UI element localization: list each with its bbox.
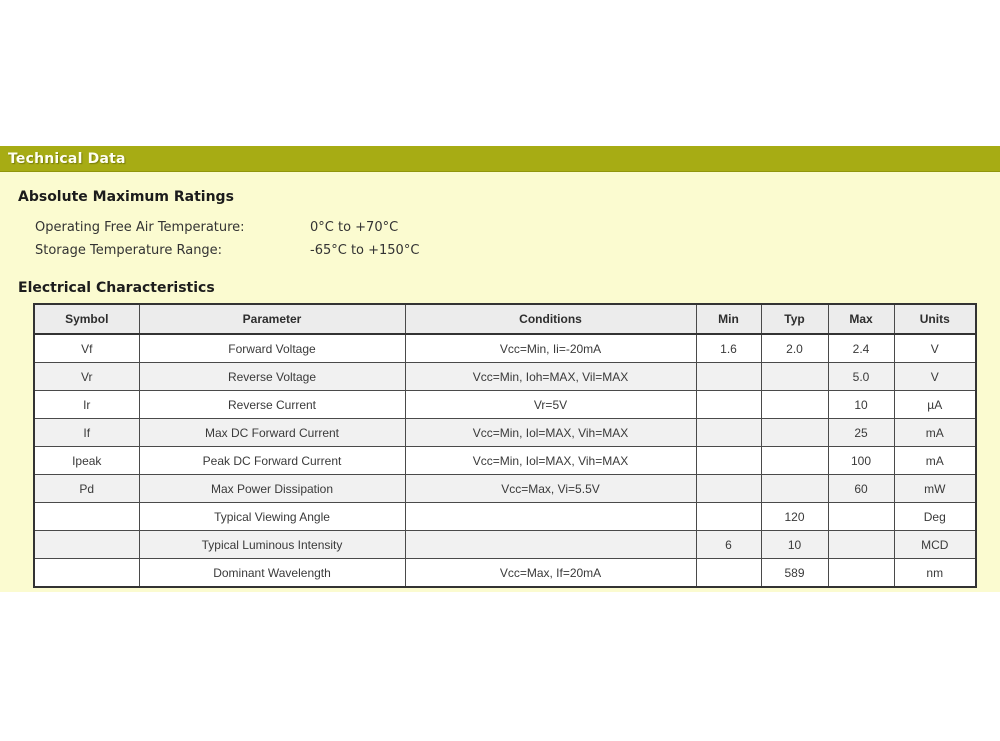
table-head <box>34 304 976 334</box>
cell-min <box>696 419 761 447</box>
table-row <box>34 475 976 503</box>
column-header-symbol: Symbol <box>34 304 139 334</box>
technical-data-bar <box>0 146 1000 172</box>
cell-symbol: Pd <box>34 475 139 503</box>
cell-conditions: Vcc=Max, Vi=5.5V <box>405 475 696 503</box>
cell-conditions: Vcc=Min, Ioh=MAX, Vil=MAX <box>405 363 696 391</box>
cell-max: 60 <box>828 475 894 503</box>
cell-typ: 2.0 <box>761 334 828 363</box>
table-body <box>34 334 976 587</box>
cell-units: V <box>894 363 976 391</box>
cell-units: nm <box>894 559 976 588</box>
cell-parameter: Max DC Forward Current <box>139 419 405 447</box>
page-title: Technical Data <box>8 150 126 167</box>
cell-min: 6 <box>696 531 761 559</box>
cell-min <box>696 391 761 419</box>
cell-typ <box>761 447 828 475</box>
cell-conditions: Vcc=Min, Ii=-20mA <box>405 334 696 363</box>
table-header-row <box>34 304 976 334</box>
table-row <box>34 334 976 363</box>
table-row <box>34 391 976 419</box>
cell-units: mW <box>894 475 976 503</box>
spec-label: Operating Free Air Temperature: <box>35 220 245 235</box>
cell-min <box>696 447 761 475</box>
cell-min <box>696 503 761 531</box>
cell-conditions: Vr=5V <box>405 391 696 419</box>
column-header-max: Max <box>828 304 894 334</box>
cell-max: 2.4 <box>828 334 894 363</box>
content-panel <box>0 172 1000 592</box>
cell-min <box>696 559 761 588</box>
spec-row-storage-temperature <box>35 239 1000 262</box>
cell-parameter: Max Power Dissipation <box>139 475 405 503</box>
cell-symbol: Vf <box>34 334 139 363</box>
bottom-whitespace <box>0 592 1000 740</box>
cell-symbol: Vr <box>34 363 139 391</box>
cell-units: MCD <box>894 531 976 559</box>
cell-max: 10 <box>828 391 894 419</box>
characteristics-table <box>33 303 977 588</box>
table-row <box>34 363 976 391</box>
cell-units: µA <box>894 391 976 419</box>
cell-min: 1.6 <box>696 334 761 363</box>
cell-min <box>696 363 761 391</box>
cell-symbol <box>34 559 139 588</box>
column-header-typ: Typ <box>761 304 828 334</box>
cell-max: 5.0 <box>828 363 894 391</box>
electrical-characteristics-heading: Electrical Characteristics <box>18 280 215 296</box>
table-row <box>34 503 976 531</box>
table-row <box>34 531 976 559</box>
cell-max: 100 <box>828 447 894 475</box>
cell-typ <box>761 391 828 419</box>
table-row <box>34 559 976 588</box>
absolute-maximum-ratings-heading: Absolute Maximum Ratings <box>18 189 234 205</box>
cell-conditions: Vcc=Min, Iol=MAX, Vih=MAX <box>405 419 696 447</box>
cell-max: 25 <box>828 419 894 447</box>
cell-symbol <box>34 503 139 531</box>
cell-conditions: Vcc=Max, If=20mA <box>405 559 696 588</box>
column-header-units: Units <box>894 304 976 334</box>
cell-symbol: Ir <box>34 391 139 419</box>
cell-max <box>828 559 894 588</box>
cell-max <box>828 503 894 531</box>
column-header-parameter: Parameter <box>139 304 405 334</box>
cell-parameter: Peak DC Forward Current <box>139 447 405 475</box>
cell-units: V <box>894 334 976 363</box>
cell-typ: 10 <box>761 531 828 559</box>
cell-min <box>696 475 761 503</box>
column-header-conditions: Conditions <box>405 304 696 334</box>
cell-parameter: Typical Viewing Angle <box>139 503 405 531</box>
cell-max <box>828 531 894 559</box>
cell-units: mA <box>894 419 976 447</box>
cell-symbol: Ipeak <box>34 447 139 475</box>
cell-typ <box>761 475 828 503</box>
column-header-min: Min <box>696 304 761 334</box>
cell-parameter: Reverse Voltage <box>139 363 405 391</box>
cell-parameter: Forward Voltage <box>139 334 405 363</box>
cell-typ <box>761 363 828 391</box>
spec-value: -65°C to +150°C <box>310 243 420 258</box>
cell-conditions <box>405 503 696 531</box>
cell-typ <box>761 419 828 447</box>
top-whitespace <box>0 0 1000 146</box>
spec-label: Storage Temperature Range: <box>35 243 223 258</box>
cell-symbol <box>34 531 139 559</box>
cell-typ: 120 <box>761 503 828 531</box>
cell-units: Deg <box>894 503 976 531</box>
spec-value: 0°C to +70°C <box>310 220 399 235</box>
table-row <box>34 447 976 475</box>
cell-conditions: Vcc=Min, Iol=MAX, Vih=MAX <box>405 447 696 475</box>
cell-symbol: If <box>34 419 139 447</box>
table-row <box>34 419 976 447</box>
cell-parameter: Dominant Wavelength <box>139 559 405 588</box>
cell-conditions <box>405 531 696 559</box>
cell-parameter: Reverse Current <box>139 391 405 419</box>
spec-row-operating-temperature <box>35 216 1000 239</box>
cell-units: mA <box>894 447 976 475</box>
cell-parameter: Typical Luminous Intensity <box>139 531 405 559</box>
cell-typ: 589 <box>761 559 828 588</box>
